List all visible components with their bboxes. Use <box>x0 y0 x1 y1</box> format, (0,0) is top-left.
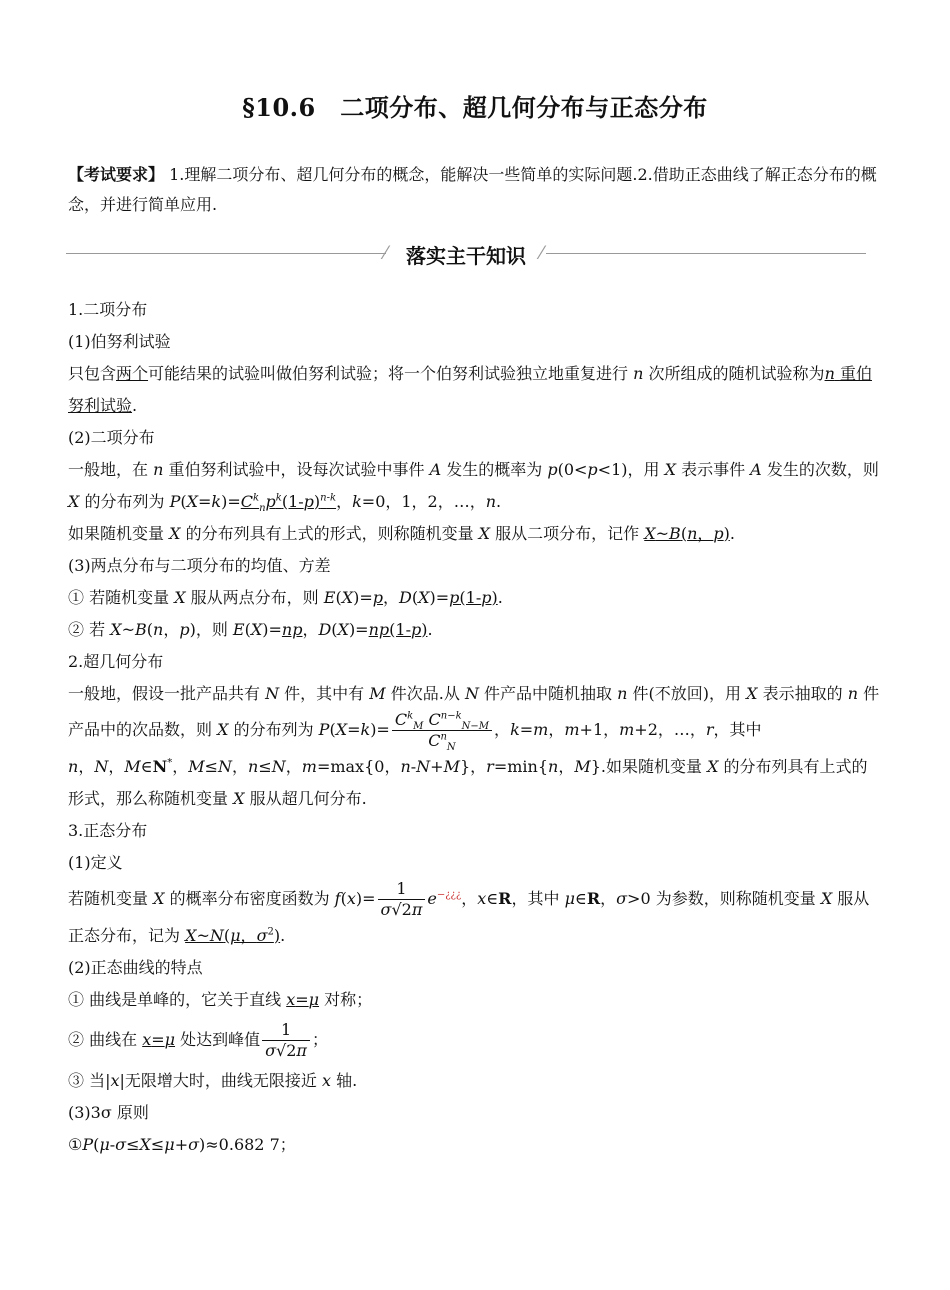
exam-requirements <box>68 160 883 220</box>
page-title: §10.6 二项分布、超几何分布与正态分布 <box>242 93 708 122</box>
binomial-notation: 如果随机变量 X 的分布列具有上式的形式，则称随机变量 X 服从二项分布，记作 X~B(n，p). <box>68 524 735 543</box>
heading-curve-features: (2)正态曲线的特点 <box>68 958 203 977</box>
binomial-definition: 一般地，在 n 重伯努利试验中，设每次试验中事件 A 发生的概率为 p(0<p<1)，用 X 表示事件 A 发生的次数，则 X 的分布列为 $P(X=k)=C^k_np^k(1-p)^{n-k}$，k=0，1，2，…，n. <box>68 460 879 515</box>
feature-3: ③ 当|x|无限增大时，曲线无限接近 x 轴. <box>68 1071 358 1090</box>
feature-1: ① 曲线是单峰的，它关于直线 x=μ 对称； <box>68 990 373 1009</box>
heading-bernoulli: (1)伯努利试验 <box>68 332 171 351</box>
banner-line-right <box>546 253 866 254</box>
hypergeometric-conditions: n，N，M∈N*，M≤N，n≤N，m=max{0，n-N+M}，r=min{n，M}.如果随机变量 X 的分布列具有上式的形式，那么称随机变量 X 服从超几何分布. <box>68 757 868 808</box>
section-banner <box>66 238 866 272</box>
hypergeometric-fraction: $\frac{C^k_M C^{n-k}_{N-M}}{C^n_N}$ <box>392 710 492 751</box>
heading-binomial-dist: (2)二项分布 <box>68 428 155 447</box>
banner-slash-right: ⁄ <box>540 243 544 264</box>
binomial-mean-variance: ② 若 X~B(n，p)，则 E(X)=np，D(X)=np(1-p). <box>68 620 433 639</box>
heading-binomial: 1.二项分布 <box>68 300 148 319</box>
heading-mean-variance: (3)两点分布与二项分布的均值、方差 <box>68 556 331 575</box>
requirements-text: 1.理解二项分布、超几何分布的概念，能解决一些简单的实际问题.2.借助正态曲线了解正态分布的概念，并进行简单应用. <box>68 165 877 214</box>
heading-definition: (1)定义 <box>68 853 123 872</box>
hypergeometric-definition: 一般地，假设一批产品共有 N 件，其中有 M 件次品.从 N 件产品中随机抽取 n 件(不放回)，用 X 表示抽取的 n 件产品中的次品数，则 X 的分布列为 P(X=k)= $\frac{C^k_M C^{n-k}_{N-M}}{C^n_N}$ ，k=m，m+1，m+2，…，r，其中 <box>68 684 880 754</box>
rule-1: ①P(μ-σ≤X≤μ+σ)≈0.682 7； <box>68 1135 296 1154</box>
banner-slash-left: ⁄ <box>384 243 388 264</box>
feature-2: ② 曲线在 x=μ 处达到峰值 $\frac{1}{\sigma√2\pi}$ ； <box>68 1020 328 1060</box>
heading-3sigma: (3)3σ 原则 <box>68 1103 149 1122</box>
density-fraction: $\frac{1}{\sigma√2\pi}$ <box>378 879 426 920</box>
main-content <box>68 294 883 1161</box>
two-point-mean-variance: ① 若随机变量 X 服从两点分布，则 E(X)=p，D(X)=p(1-p). <box>68 588 503 607</box>
bernoulli-definition: 只包含两个可能结果的试验叫做伯努利试验；将一个伯努利试验独立地重复进行 n 次所组成的随机试验称为n 重伯努利试验. <box>68 364 872 415</box>
normal-definition: 若随机变量 X 的概率分布密度函数为 f(x)= $\frac{1}{\sigma√2\pi}$ e−¿¿¿，x∈R，其中 μ∈R，σ>0 为参数，则称随机变量 X 服从正态分布，记为 X~N(μ，$\sigma^2$). <box>68 879 870 945</box>
peak-fraction: $\frac{1}{\sigma√2\pi}$ <box>262 1020 310 1061</box>
heading-normal: 3.正态分布 <box>68 821 148 840</box>
requirements-label: 【考试要求】 <box>68 165 165 184</box>
heading-hypergeometric: 2.超几何分布 <box>68 652 164 671</box>
banner-title: 落实主干知识 <box>406 244 526 268</box>
